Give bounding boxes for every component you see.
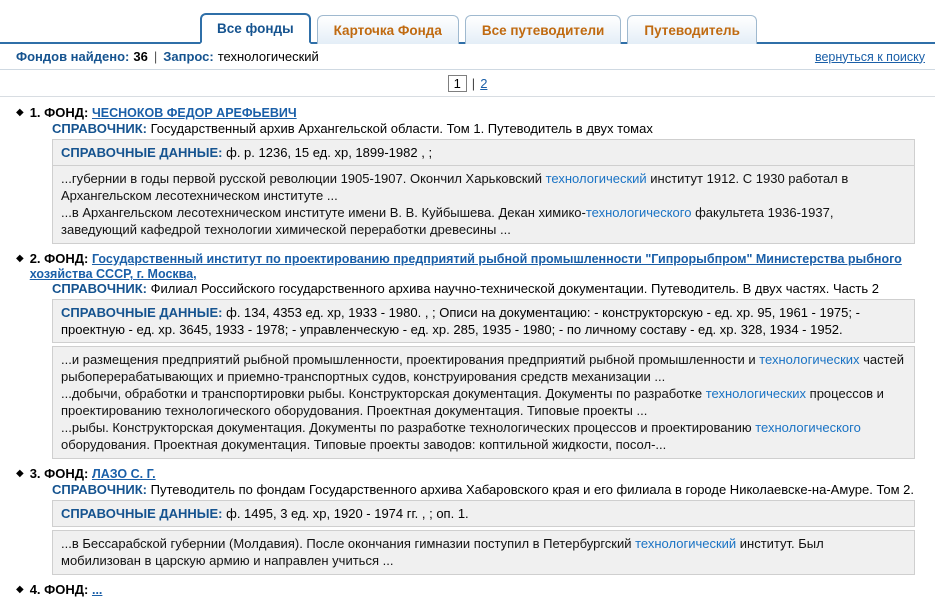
guide-label: СПРАВОЧНИК: — [52, 482, 147, 497]
snippet: ...в Бессарабской губернии (Молдавия). После окончания гимназии поступил в Петербургский технологический институт. Был мобилизован в царскую армию и направлен учиться ... — [61, 536, 824, 568]
snippet: ...рыбы. Конструкторская документация. Документы по разработке технологических процессов и проектированию технологического оборудования. Проектная документация. Типовые проекты заводов: коптильной жидкости, посол-... — [61, 420, 861, 452]
fund-number-label: 2. ФОНД: — [29, 251, 89, 266]
guide-label: СПРАВОЧНИК: — [52, 281, 147, 296]
bullet-icon: ◆ — [16, 584, 24, 595]
result-item — [14, 466, 921, 575]
reference-data-box — [52, 500, 915, 527]
fund-number-label: 3. ФОНД: — [29, 466, 89, 481]
result-title — [30, 466, 156, 481]
tab-all-funds[interactable]: Все фонды — [200, 13, 311, 44]
page-current[interactable]: 1 — [448, 75, 467, 92]
snippet: ...и размещения предприятий рыбной промышленности, проектирования предприятий рыбной промышленности и технологических частей рыбоперерабатывающих и приемно-транспортных судов, конструирования средств механизации ... — [61, 352, 904, 384]
reference-text: ф. 134, 4353 ед. хр, 1933 - 1980. , ; Описи на документацию: - конструкторскую - ед. хр. 95, 1961 - 1975; - проектную - ед. хр. 3645, 1933 - 1978; - управленческую - ед. хр. 285, 1935 - 1980; - по личному составу - ед. хр. 328, 1934 - 1952. — [61, 305, 860, 337]
guide-text: Государственный архив Архангельской области. Том 1. Путеводитель в двух томах — [150, 121, 653, 136]
result-header — [14, 466, 921, 482]
highlight-term: технологический — [545, 171, 647, 186]
tab-all-guides[interactable]: Все путеводители — [465, 15, 622, 44]
result-item-partial — [14, 582, 921, 598]
info-separator: | — [153, 49, 158, 64]
bullet-icon: ◆ — [16, 253, 24, 264]
bullet-icon: ◆ — [16, 468, 24, 479]
highlight-term: технологический — [635, 536, 737, 551]
reference-text: ф. р. 1236, 15 ед. хр, 1899-1982 , ; — [226, 145, 433, 160]
page-2-link[interactable]: 2 — [480, 76, 488, 91]
pagination — [0, 70, 935, 97]
result-title — [30, 251, 921, 281]
snippet-box — [52, 346, 915, 459]
search-info-row — [0, 44, 935, 70]
reference-label: СПРАВОЧНЫЕ ДАННЫЕ: — [61, 506, 223, 521]
tab-fund-card[interactable]: Карточка Фонда — [317, 15, 459, 44]
back-to-search-link[interactable]: вернуться к поиску — [814, 49, 925, 64]
found-label: Фондов найдено: — [16, 49, 130, 64]
guide-text: Путеводитель по фондам Государственного архива Хабаровского края и его филиала в городе Николаевске-на-Амуре. Том 2. — [150, 482, 915, 497]
guide-line — [52, 482, 921, 497]
highlight-term: технологического — [755, 420, 861, 435]
query-label: Запрос: — [163, 49, 214, 64]
tab-bar — [0, 0, 935, 44]
found-count: 36 — [133, 49, 148, 64]
reference-data-box — [52, 139, 915, 166]
guide-line — [52, 121, 921, 136]
result-header — [14, 251, 921, 281]
fund-name-link[interactable]: Государственный институт по проектированию предприятий рыбной промышленности "Гипрорыбпром" Министерства рыбного хозяйства СССР, г. Москва, — [29, 252, 902, 281]
snippet: ...добычи, обработки и транспортировки рыбы. Конструкторская документация. Документы по разработке технологических процессов и проектированию технологического оборудования. Проектная документация. Типовые проекты ... — [61, 386, 884, 418]
highlight-term: технологических — [705, 386, 807, 401]
fund-number-label: 4. ФОНД: — [29, 582, 89, 597]
fund-name-link[interactable]: ЧЕСНОКОВ ФЕДОР АРЕФЬЕВИЧ — [91, 106, 297, 120]
snippet-box — [52, 530, 915, 575]
fund-name-link[interactable]: ЛАЗО С. Г. — [91, 467, 156, 481]
snippet: ...губернии в годы первой русской революции 1905-1907. Окончил Харьковский технологический институт 1912. С 1930 работал в Архангельском лесотехническом институте ... — [61, 171, 849, 203]
result-header — [14, 582, 921, 598]
highlight-term: технологических — [759, 352, 860, 367]
bullet-icon: ◆ — [16, 107, 24, 118]
guide-label: СПРАВОЧНИК: — [52, 121, 147, 136]
guide-line — [52, 281, 921, 296]
reference-label: СПРАВОЧНЫЕ ДАННЫЕ: — [61, 305, 223, 320]
guide-text: Филиал Российского государственного архива научно-технической документации. Путеводитель. В двух частях. Часть 2 — [150, 281, 879, 296]
fund-name-link[interactable]: ... — [91, 583, 103, 597]
result-header — [14, 105, 921, 121]
result-item — [14, 251, 921, 459]
snippet: ...в Архангельском лесотехническом институте имени В. В. Куйбышева. Декан химико-технологического факультета 1936-1937, заведующий кафедрой технологии химической переработки древесины ... — [61, 205, 834, 237]
result-title — [30, 582, 103, 597]
query-value: технологический — [217, 49, 319, 64]
result-title — [30, 105, 297, 120]
snippet-box — [52, 166, 915, 244]
result-item — [14, 105, 921, 244]
fund-number-label: 1. ФОНД: — [29, 105, 89, 120]
reference-label: СПРАВОЧНЫЕ ДАННЫЕ: — [61, 145, 223, 160]
tab-guide[interactable]: Путеводитель — [627, 15, 757, 44]
highlight-term: технологического — [585, 205, 692, 220]
reference-data-box — [52, 299, 915, 343]
results-list — [0, 97, 935, 598]
page-divider: | — [471, 76, 476, 91]
reference-text: ф. 1495, 3 ед. хр, 1920 - 1974 гг. , ; оп. 1. — [226, 506, 469, 521]
